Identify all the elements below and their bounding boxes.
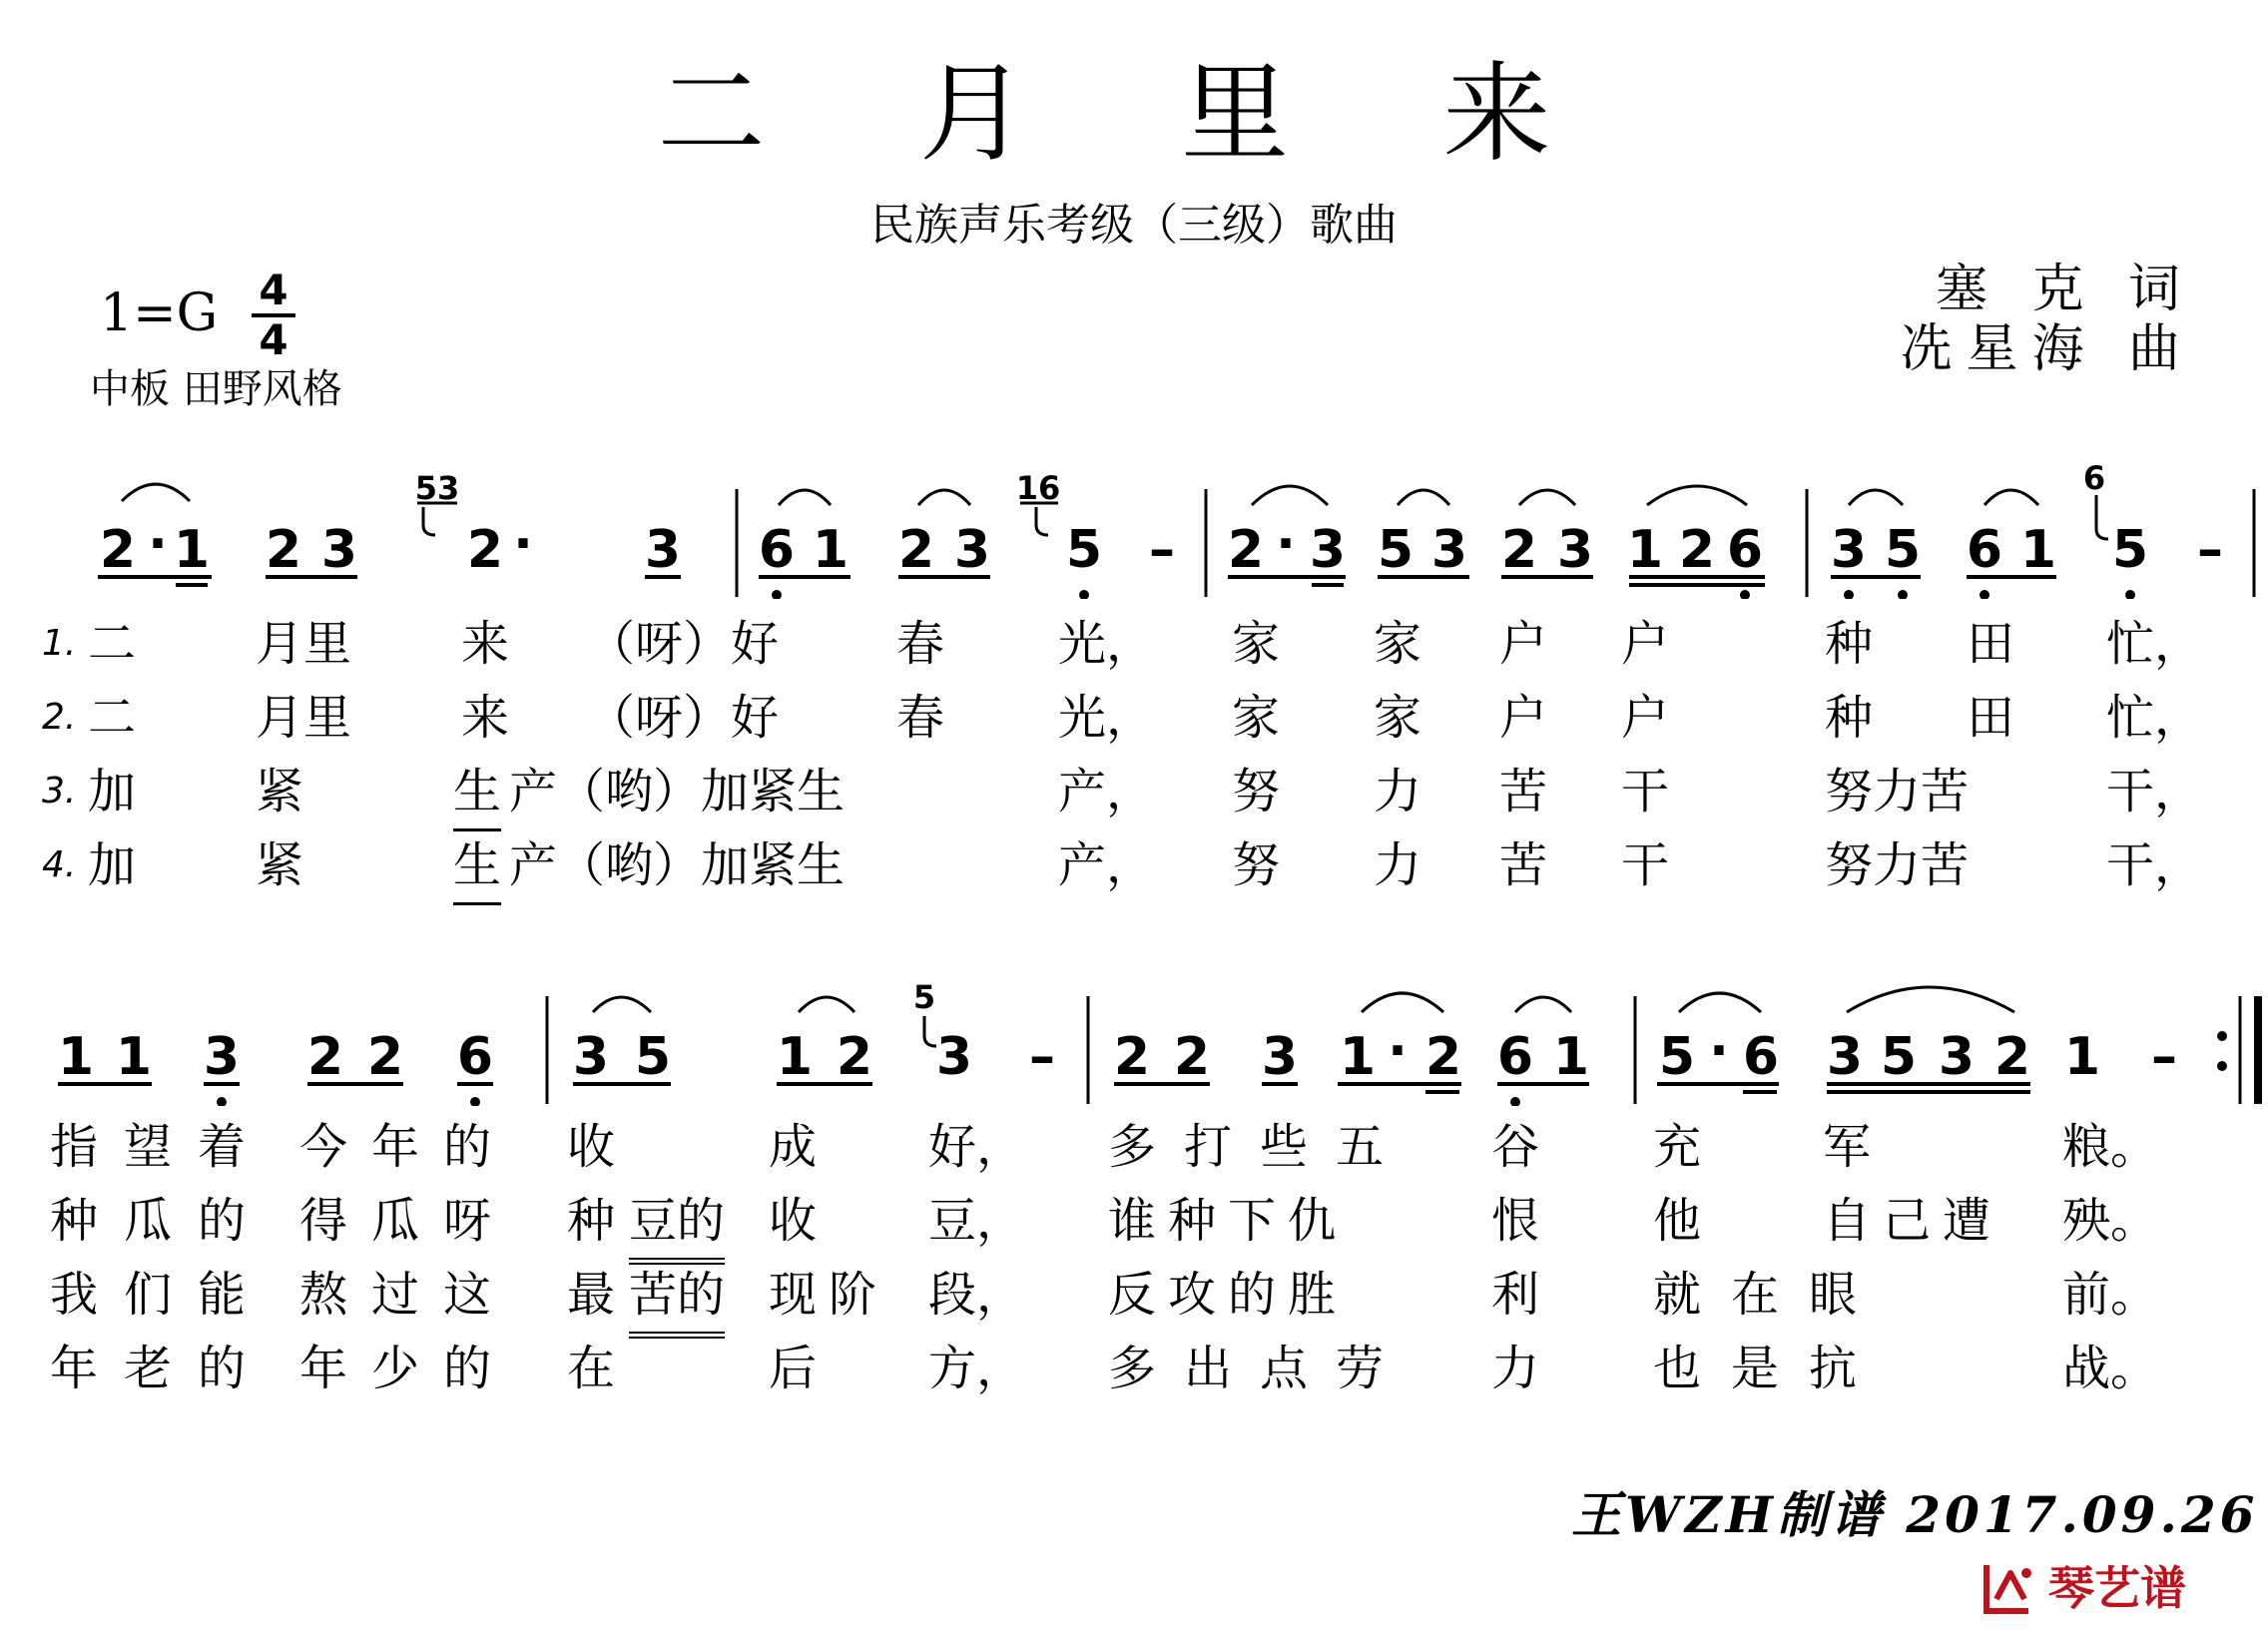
grace-note: 5 [912,978,936,1016]
lyric-line-2-1 [0,1112,2268,1182]
lyric-word: 谁种下仇 [1108,1193,1349,1249]
note: 3 [1938,1027,1976,1087]
lyric-word: 忙， [2106,616,2203,672]
composer-credit: 冼星海 曲 [1900,319,2194,379]
note: 5 [1880,1027,1918,1087]
grace-note: 16 [1015,469,1061,507]
note: 2 [466,520,504,580]
lyric-word: 利 [1491,1267,1540,1323]
verse-number: 2. [42,697,77,738]
lyric-word: 收 [567,1119,616,1175]
site-logo[interactable] [1981,1553,2186,1623]
lyric-word: 最 [567,1267,616,1323]
note: 3 [935,1027,973,1087]
logo-text: 琴艺谱 [2048,1561,2186,1615]
lyric-word: 自己遭 [1823,1193,2003,1249]
note: 3 [953,520,991,580]
lyric-word: 干 [1621,764,1670,819]
lyric-word: 家 [1232,616,1281,672]
lyric-word: 方， [928,1341,1025,1396]
lyric-word: 产（哟）加紧生 [509,764,846,819]
lyric-word: 也是抗 [1653,1341,1888,1396]
lyric-word: 种 [1825,616,1874,672]
lyric-word: 后 [769,1341,818,1396]
lyric-word: 光， [1058,690,1155,746]
lyric-word: 成 [769,1119,818,1175]
lyric-word: 力 [1491,1341,1540,1396]
note: 2 [1227,520,1265,580]
lyric-word: 生 [453,830,501,905]
grace-note: 53 [414,469,460,507]
note: 3 [1309,520,1347,580]
lyric-word: 春 [896,690,945,746]
grace-notes-system-2 [913,978,935,1016]
lyric-word: 加 [88,764,137,819]
note: 5 [1377,520,1415,580]
lyric-word: 努力苦 [1825,764,1970,819]
page-title: 二 月 里 来 [657,52,1611,177]
slurs-system-2 [593,987,2014,1012]
tempo-marking: 中板 田野风格 [90,366,342,412]
note: 1 [2019,520,2057,580]
notes-system-2 [58,1021,2177,1087]
lyric-word: 多出点劳 [1108,1341,1413,1396]
note: 3 [1430,520,1468,580]
note: 3 [320,520,358,580]
note: 1 [776,1027,814,1087]
lyric-word: 种 [1825,690,1874,746]
note-dash: – [1149,520,1175,580]
time-signature-bottom: 4 [259,315,288,364]
lyric-word: 殃。 [2062,1193,2159,1249]
lyric-word: 月里 [256,690,352,746]
note: 3 [1826,1027,1864,1087]
lyric-line-2-4 [0,1334,2268,1403]
notation-system-1 [0,459,2268,599]
lyric-word: 恨 [1491,1193,1540,1249]
lyric-word: 二 [88,690,137,746]
lyric-word: 光， [1058,616,1155,672]
lyric-line-1-2 [0,683,2268,753]
note: 2 [1678,520,1716,580]
verse-number: 3. [42,771,77,812]
lyric-word: 二 [88,616,137,672]
lyric-word: 紧 [256,837,304,893]
octave-dots-system-2 [217,1097,1520,1106]
lyric-word: 户 [1499,616,1548,672]
lyric-word: 现阶 [769,1267,889,1323]
lyric-word: 战。 [2062,1341,2159,1396]
note: 6 [1496,1027,1534,1087]
note: 1 [173,520,211,580]
lyric-line-1-1 [0,609,2268,679]
lyric-word: 力 [1374,764,1422,819]
note: 2 [1113,1027,1151,1087]
lyric-word: 干 [1621,837,1670,893]
note: 3 [1830,520,1868,580]
lyric-word: 力 [1374,837,1422,893]
note-dash: – [2197,520,2223,580]
lyric-word: 豆， [928,1193,1025,1249]
lyric-word: 户 [1621,616,1670,672]
lyricist-credit: 塞 克 词 [1935,260,2194,319]
lyric-word: 收 [769,1193,818,1249]
note: 5 [634,1027,672,1087]
note: 1 [1626,520,1664,580]
lyric-word: 前。 [2062,1267,2159,1323]
lyric-word: 就在眼 [1653,1267,1888,1323]
transcriber-credit: 王WZH制谱 2017.09.26 [1571,1485,2259,1544]
note: 2 [99,520,137,580]
verse-number: 4. [42,844,77,885]
note: 6 [1966,520,2003,580]
lyric-word: 家 [1374,616,1422,672]
note: 1 [1339,1027,1377,1087]
lyric-word: 种瓜的 [50,1193,273,1249]
lyric-word: 段， [928,1267,1025,1323]
note: 3 [203,1027,241,1087]
note: 2 [1173,1027,1211,1087]
note-dot: · [1276,514,1296,574]
note: 3 [572,1027,610,1087]
lyric-word: 生 [453,757,501,831]
lyric-word: 多打些五 [1108,1119,1413,1175]
lyric-word: 粮。 [2062,1119,2159,1175]
lyric-word: 干， [2106,837,2203,893]
lyric-word: 军 [1823,1119,1872,1175]
lyric-word: 家 [1232,690,1281,746]
verse-number: 1. [42,623,77,664]
notes-system-1 [100,514,2223,580]
note: 6 [456,1027,494,1087]
repeat-dots [2217,1031,2227,1071]
lyric-word: 产（哟）加紧生 [509,837,846,893]
note: 5 [1065,520,1103,580]
note: 3 [1556,520,1594,580]
note: 2 [1424,1027,1462,1087]
note: 3 [1261,1027,1299,1087]
note: 1 [812,520,850,580]
grace-hooks-system-2 [924,1016,936,1046]
lyric-line-1-3 [0,757,2268,826]
lyric-word: 苦 [1499,764,1548,819]
lyric-word: 忙， [2106,690,2203,746]
lyric-word: 年老的 [50,1341,273,1396]
lyric-word: 来 [461,690,510,746]
lyric-word: 产， [1058,837,1155,893]
lyric-word: 我们能 [50,1267,273,1323]
lyric-word: 今年的 [299,1119,516,1175]
note: 1 [57,1027,95,1087]
lyric-word: 加 [88,837,137,893]
note-dash: – [2151,1027,2177,1087]
note: 6 [1742,1027,1780,1087]
lyric-word: 户 [1621,690,1670,746]
note: 2 [306,1027,344,1087]
lyric-word: 努 [1232,764,1281,819]
note: 6 [1726,520,1764,580]
notation-system-2 [0,966,2268,1106]
lyric-word: 家 [1374,690,1422,746]
logo-mark-icon [1981,1559,2038,1617]
lyric-word: 苦 [1499,837,1548,893]
lyric-line-2-3 [0,1260,2268,1330]
note: 1 [115,1027,153,1087]
note: 2 [366,1027,404,1087]
note: 2 [1993,1027,2031,1087]
notation-system-1-svg [0,459,2268,599]
lyric-word: 年少的 [299,1341,516,1396]
time-signature-top: 4 [252,268,295,317]
lyric-word: （呀）好 [587,690,780,746]
note: 2 [836,1027,873,1087]
lyric-line-1-4 [0,830,2268,900]
note-dot: · [1388,1021,1408,1081]
lyric-word: 月里 [256,616,352,672]
lyric-word: 他 [1653,1193,1702,1249]
lyric-word: 努 [1232,837,1281,893]
note: 5 [1884,520,1922,580]
lyric-word: 苦的 [629,1260,725,1339]
lyric-word: 户 [1499,690,1548,746]
note: 2 [897,520,935,580]
note: 5 [2111,520,2149,580]
page-subtitle: 民族声乐考级（三级）歌曲 [870,200,1398,251]
lyric-word: 充 [1653,1119,1702,1175]
note: 1 [2063,1027,2101,1087]
time-signature [252,268,295,363]
notation-system-2-svg [0,966,2268,1106]
lyric-word: 来 [461,616,510,672]
slurs-system-1 [122,484,2038,505]
octave-dots-system-1 [772,590,2135,599]
lyric-word: 努力苦 [1825,837,1970,893]
lyric-word: 种 [567,1193,616,1249]
note: 2 [265,520,302,580]
lyric-word: 指望着 [50,1119,273,1175]
lyric-word: 干， [2106,764,2203,819]
grace-note: 6 [2082,459,2106,497]
key-signature: 1=G [100,283,219,343]
lyric-word: 春 [896,616,945,672]
lyric-word: 田 [1967,690,2015,746]
note: 3 [644,520,682,580]
note-dot: · [513,514,533,574]
lyric-word: 反攻的胜 [1108,1267,1349,1323]
lyric-word: 田 [1967,616,2015,672]
lyric-word: 谷 [1491,1119,1540,1175]
lyric-word: 熬过这 [299,1267,516,1323]
lyric-line-2-2 [0,1186,2268,1256]
lyric-word: 好， [928,1119,1025,1175]
note-dot: · [148,514,168,574]
lyric-word: 紧 [256,764,304,819]
lyric-word: 在 [567,1341,616,1396]
note-dot: · [1709,1021,1729,1081]
lyric-word: （呀）好 [587,616,780,672]
lyric-word: 产， [1058,764,1155,819]
note: 6 [758,520,796,580]
note-dash: – [1029,1027,1055,1087]
note: 5 [1658,1027,1696,1087]
lyric-word: 得瓜呀 [299,1193,516,1249]
note: 1 [1552,1027,1590,1087]
lyric-word: 豆的 [629,1186,725,1265]
note: 2 [1500,520,1538,580]
